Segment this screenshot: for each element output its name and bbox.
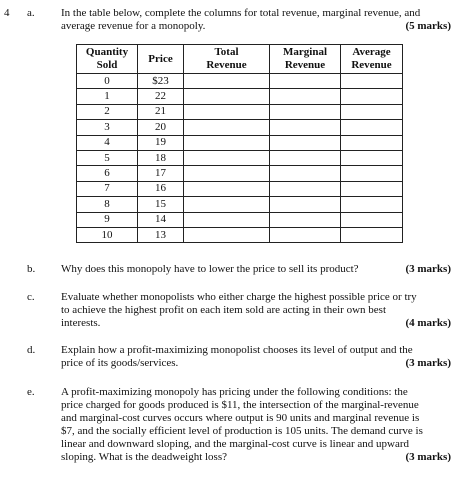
- cell-marginal-revenue: [270, 166, 341, 181]
- question-d-line2: price of its goods/services.: [61, 357, 179, 369]
- question-e-line3: and marginal-cost curves occurs where output is 90 units and marginal revenue is: [61, 412, 420, 424]
- cell-price: 20: [138, 120, 184, 135]
- cell-price: $23: [138, 74, 184, 89]
- cell-marginal-revenue: [270, 104, 341, 119]
- table-row: [77, 166, 403, 181]
- cell-total-revenue: [184, 166, 270, 181]
- cell-quantity: 8: [77, 197, 138, 212]
- question-letter-e: e.: [27, 386, 35, 398]
- header-quantity-sold: [77, 45, 138, 74]
- cell-average-revenue: [341, 212, 403, 227]
- header-mr-line1: Marginal: [283, 46, 327, 58]
- table-row: [77, 104, 403, 119]
- cell-quantity: 4: [77, 135, 138, 150]
- question-a-marks: (5 marks): [405, 20, 451, 32]
- cell-total-revenue: [184, 74, 270, 89]
- cell-average-revenue: [341, 74, 403, 89]
- cell-total-revenue: [184, 150, 270, 165]
- cell-marginal-revenue: [270, 181, 341, 196]
- question-e-line5: linear and downward sloping, and the marginal-cost curve is linear and upward: [61, 438, 410, 450]
- question-e-text: [61, 386, 451, 464]
- question-c-line3: interests.: [61, 317, 101, 329]
- cell-marginal-revenue: [270, 89, 341, 104]
- cell-average-revenue: [341, 120, 403, 135]
- header-ar-line1: Average: [352, 46, 391, 58]
- cell-average-revenue: [341, 166, 403, 181]
- question-c-marks: (4 marks): [405, 317, 451, 329]
- question-letter-c: c.: [27, 291, 35, 303]
- question-e-line4: $7, and the socially efficient level of production is 105 units. The demand curve is: [61, 425, 423, 437]
- header-price: Price: [138, 45, 184, 74]
- cell-quantity: 0: [77, 74, 138, 89]
- cell-quantity: 3: [77, 120, 138, 135]
- cell-marginal-revenue: [270, 74, 341, 89]
- header-average-revenue: [341, 45, 403, 74]
- revenue-table: [76, 44, 403, 243]
- cell-total-revenue: [184, 181, 270, 196]
- table-row: [77, 181, 403, 196]
- cell-quantity: 9: [77, 212, 138, 227]
- cell-marginal-revenue: [270, 120, 341, 135]
- cell-total-revenue: [184, 212, 270, 227]
- header-marginal-revenue: [270, 45, 341, 74]
- question-number: 4: [4, 7, 10, 19]
- question-d-line1: Explain how a profit-maximizing monopolist chooses its level of output and the: [61, 344, 413, 356]
- cell-quantity: 5: [77, 150, 138, 165]
- cell-price: 21: [138, 104, 184, 119]
- cell-price: 17: [138, 166, 184, 181]
- cell-marginal-revenue: [270, 135, 341, 150]
- question-a-text: [61, 7, 451, 33]
- cell-marginal-revenue: [270, 150, 341, 165]
- question-letter-b: b.: [27, 263, 36, 275]
- cell-average-revenue: [341, 227, 403, 242]
- cell-average-revenue: [341, 135, 403, 150]
- header-ar-line2: Revenue: [351, 59, 392, 71]
- header-quantity-line2: Sold: [96, 59, 118, 71]
- question-b-text: [61, 263, 451, 276]
- table-row: [77, 227, 403, 242]
- cell-price: 22: [138, 89, 184, 104]
- cell-marginal-revenue: [270, 227, 341, 242]
- cell-quantity: 6: [77, 166, 138, 181]
- table-row: [77, 74, 403, 89]
- question-a-line2: average revenue for a monopoly.: [61, 20, 206, 32]
- cell-quantity: 2: [77, 104, 138, 119]
- question-e-line2: price charged for goods produced is $11, the intersection of the marginal-revenue: [61, 399, 419, 411]
- question-c-line1: Evaluate whether monopolists who either charge the highest possible price or try: [61, 291, 417, 303]
- cell-average-revenue: [341, 89, 403, 104]
- table-row: [77, 89, 403, 104]
- table-row: [77, 135, 403, 150]
- table-row: [77, 150, 403, 165]
- question-a-line1: In the table below, complete the columns for total revenue, marginal revenue, and: [61, 7, 421, 19]
- cell-price: 19: [138, 135, 184, 150]
- cell-total-revenue: [184, 120, 270, 135]
- cell-quantity: 7: [77, 181, 138, 196]
- cell-total-revenue: [184, 227, 270, 242]
- cell-price: 18: [138, 150, 184, 165]
- cell-average-revenue: [341, 150, 403, 165]
- cell-total-revenue: [184, 89, 270, 104]
- cell-marginal-revenue: [270, 212, 341, 227]
- cell-total-revenue: [184, 104, 270, 119]
- cell-price: 14: [138, 212, 184, 227]
- question-c-line2: to achieve the highest profit on each item sold are acting in their own best: [61, 304, 387, 316]
- cell-quantity: 1: [77, 89, 138, 104]
- table-row: [77, 197, 403, 212]
- cell-average-revenue: [341, 197, 403, 212]
- question-b-marks: (3 marks): [405, 263, 451, 275]
- cell-average-revenue: [341, 104, 403, 119]
- header-total-line2: Revenue: [206, 59, 247, 71]
- header-quantity-line1: Quantity: [85, 46, 129, 58]
- cell-quantity: 10: [77, 227, 138, 242]
- question-e-marks: (3 marks): [405, 451, 451, 463]
- table-row: [77, 120, 403, 135]
- cell-price: 16: [138, 181, 184, 196]
- question-d-text: [61, 344, 451, 370]
- question-b-line1: Why does this monopoly have to lower the price to sell its product?: [61, 263, 359, 275]
- question-e-line6: sloping. What is the deadweight loss?: [61, 451, 227, 463]
- header-mr-line2: Revenue: [284, 59, 326, 71]
- header-total-line1: Total: [214, 46, 239, 58]
- table-row: [77, 212, 403, 227]
- cell-price: 15: [138, 197, 184, 212]
- cell-price: 13: [138, 227, 184, 242]
- question-d-marks: (3 marks): [405, 357, 451, 369]
- header-total-revenue: [184, 45, 270, 74]
- cell-total-revenue: [184, 135, 270, 150]
- question-letter-a: a.: [27, 7, 35, 19]
- table-body: [77, 74, 403, 243]
- cell-total-revenue: [184, 197, 270, 212]
- question-e-line1: A profit-maximizing monopoly has pricing under the following conditions: the: [61, 386, 408, 398]
- cell-average-revenue: [341, 181, 403, 196]
- table-header-row: [77, 45, 403, 74]
- cell-marginal-revenue: [270, 197, 341, 212]
- question-letter-d: d.: [27, 344, 36, 356]
- question-c-text: [61, 291, 451, 330]
